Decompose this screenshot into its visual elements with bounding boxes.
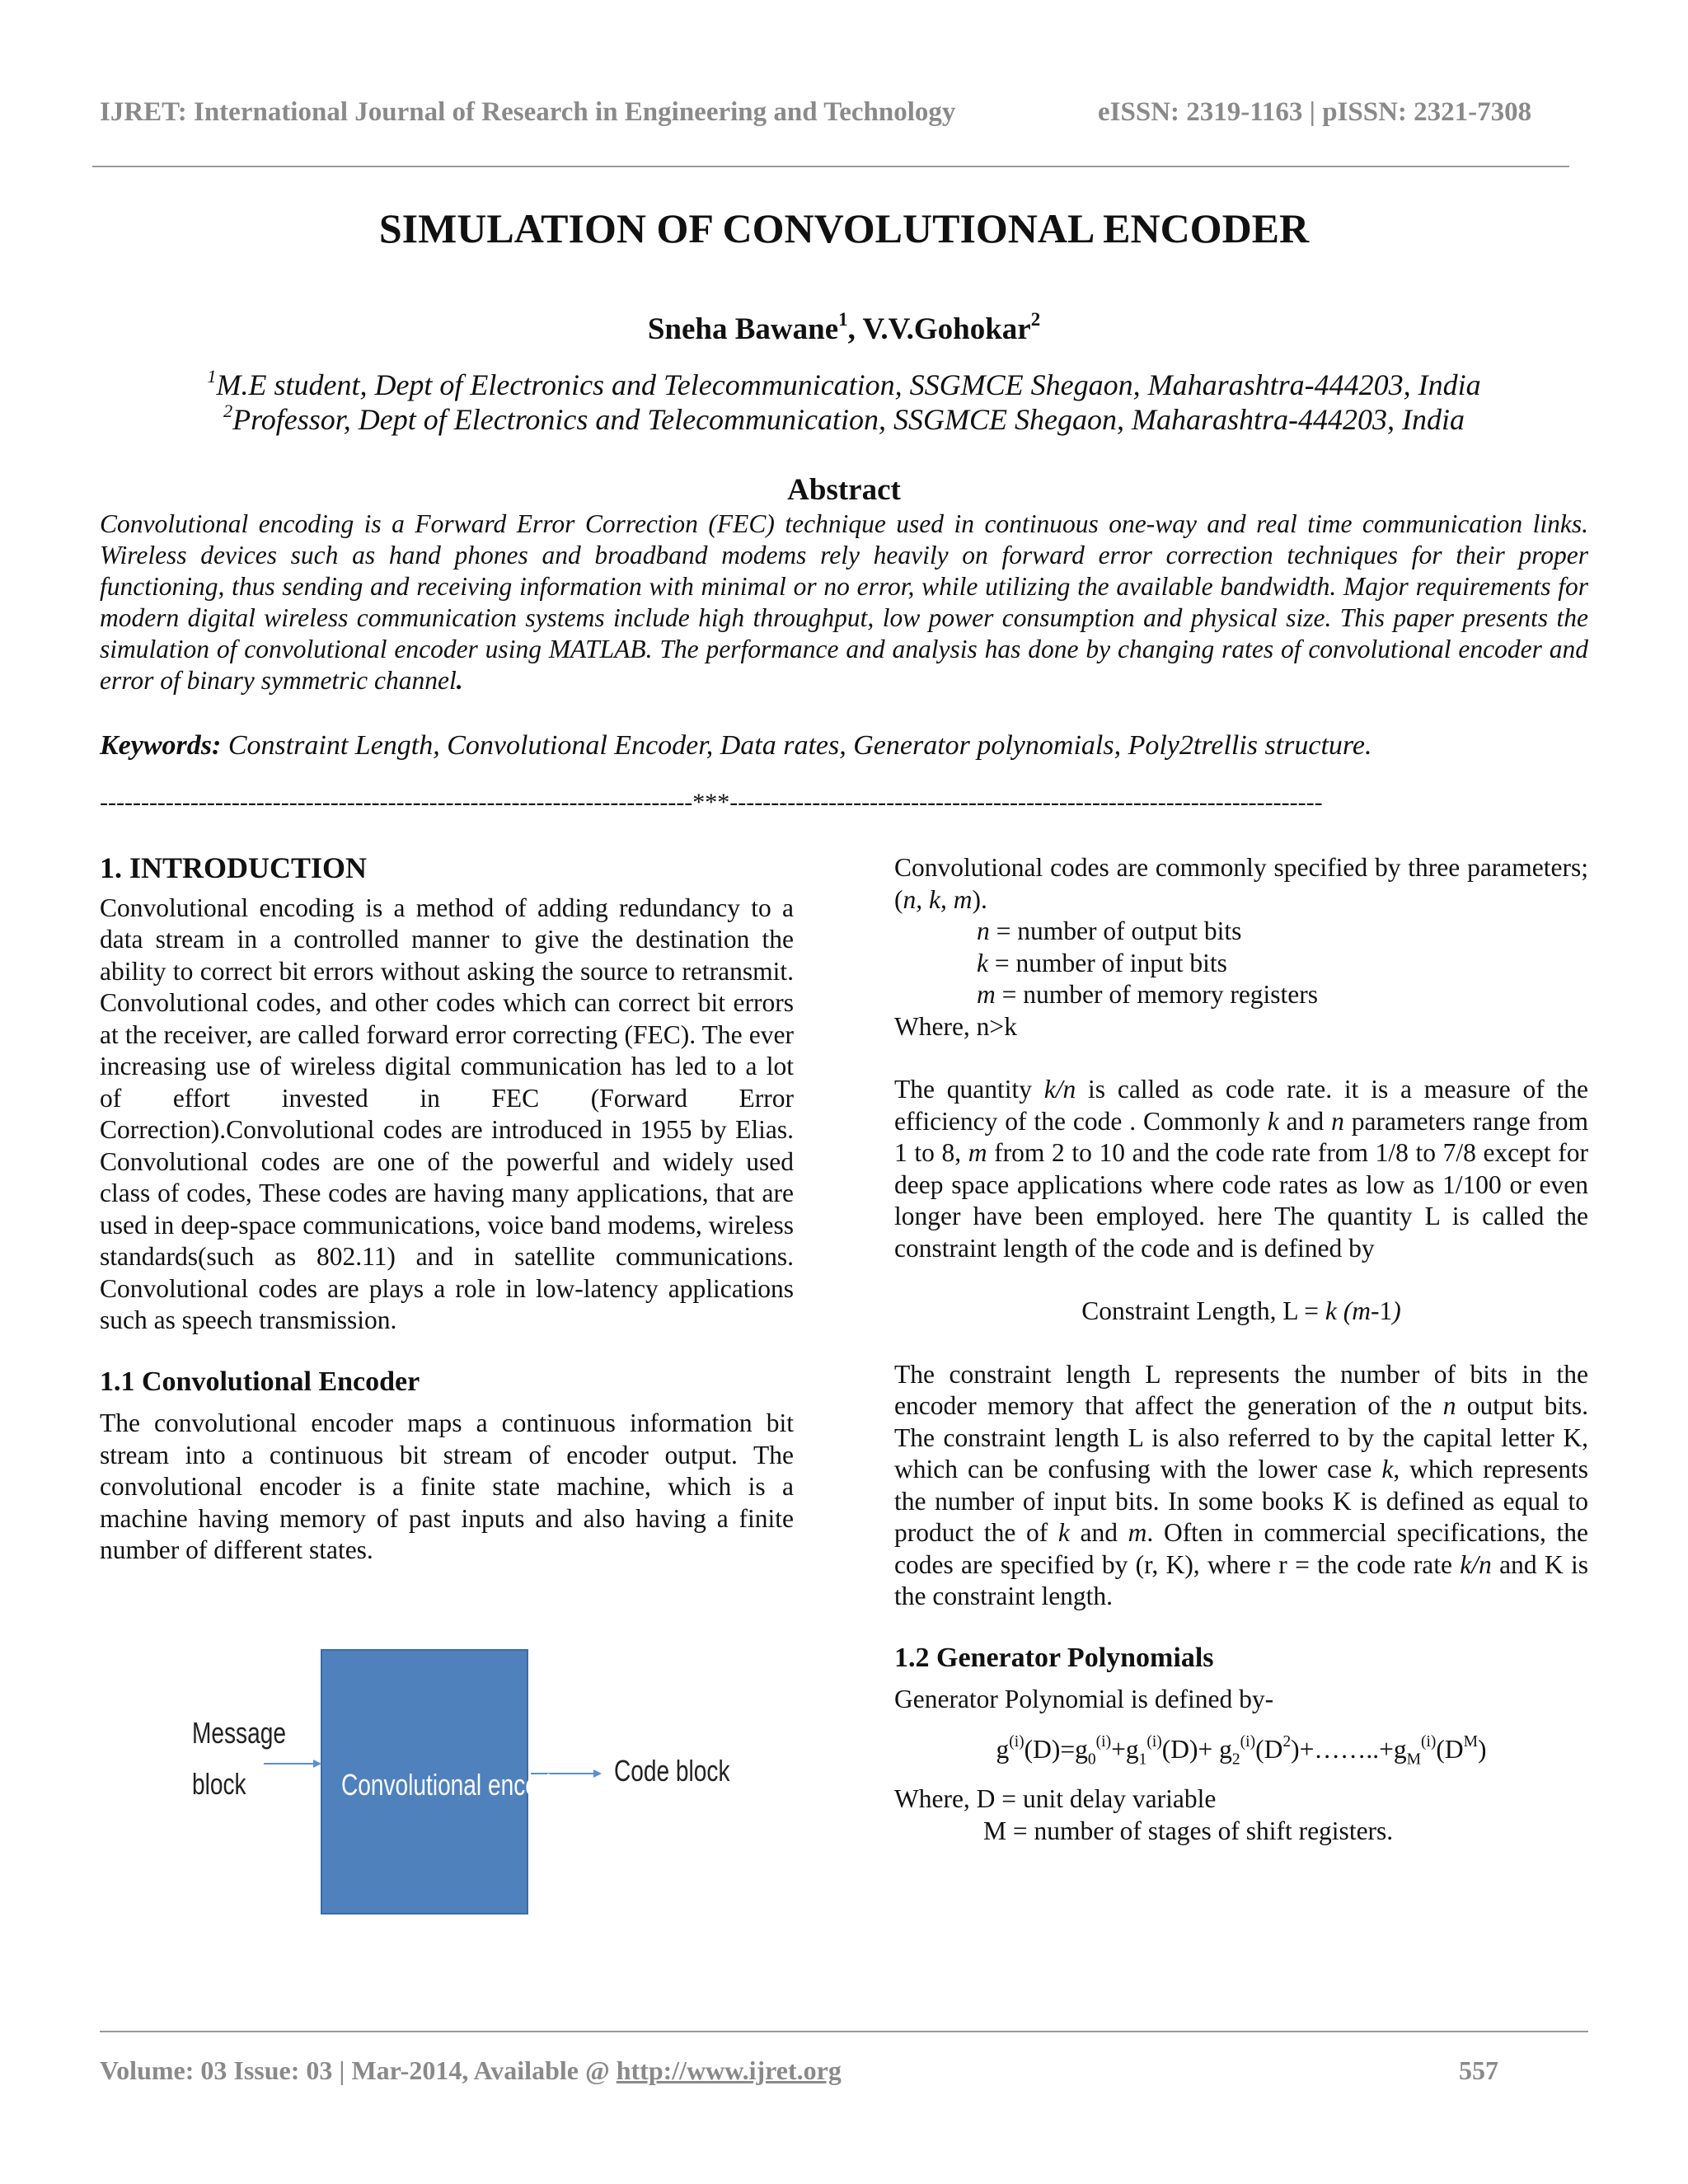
constraint-paragraph bbox=[894, 1359, 1588, 1613]
output-arrow-head bbox=[593, 1769, 602, 1778]
cl-text-4: and bbox=[1069, 1518, 1128, 1547]
param-m-var: m bbox=[977, 980, 996, 1009]
encoder-paragraph: The convolutional encoder maps a continuous information bit stream into a continuous bit stream of encoder output. The convolutional encoder is a finite state machine, which is a machine having memory of past inputs and also having a finite number of different states. bbox=[100, 1408, 794, 1564]
footer-volume bbox=[100, 2055, 842, 2086]
message-label-line1: Message bbox=[192, 1716, 286, 1750]
constraint-equation bbox=[894, 1296, 1588, 1328]
keywords-label: Keywords: bbox=[100, 730, 222, 761]
abstract-text bbox=[100, 509, 1588, 696]
cl-text-3: , which represents the number of input bits. In some books K is defined as equal to product the of bbox=[894, 1455, 1588, 1547]
affiliation-1-text: M.E student, Dept of Electronics and Telecommunication, SSGMCE Shegaon, Maharashtra-444203, India bbox=[216, 368, 1481, 401]
message-block-label bbox=[192, 1708, 286, 1810]
equation-k: k bbox=[1325, 1296, 1337, 1325]
generator-intro: Generator Polynomial is defined by- bbox=[894, 1685, 1274, 1713]
params-vars: n, k, m bbox=[903, 884, 973, 914]
header-rule bbox=[92, 166, 1569, 167]
cl-n: n bbox=[1442, 1391, 1456, 1420]
cl-text-6: and K is the constraint length. bbox=[894, 1549, 1588, 1610]
code-rate-paragraph bbox=[894, 1074, 1588, 1264]
input-arrow-head bbox=[313, 1760, 321, 1768]
generator-heading: 1.2 Generator Polynomials bbox=[894, 1642, 1214, 1673]
generator-where-1: Where, D = unit delay variable bbox=[894, 1784, 1217, 1813]
cl-kn: k/n bbox=[1460, 1549, 1492, 1579]
abstract-heading: Abstract bbox=[787, 473, 901, 507]
cl-m: m bbox=[1128, 1518, 1147, 1547]
params-paragraph bbox=[894, 852, 1588, 916]
code-block-label: Code block bbox=[614, 1754, 730, 1788]
affiliation-2-text: Professor, Dept of Electronics and Telecommunication, SSGMCE Shegaon, Maharashtra-444203, India bbox=[232, 403, 1465, 436]
param-k bbox=[894, 948, 1588, 980]
rate-text-1: The quantity bbox=[894, 1075, 1044, 1104]
rate-m: m bbox=[968, 1138, 987, 1167]
cl-text-1: The constraint length L represents the number of bits in the encoder memory that affect the generation of the bbox=[894, 1359, 1588, 1420]
cl-text-5: . Often in commercial specifications, the codes are specified by (r, K), where r = the code rate bbox=[894, 1518, 1588, 1579]
param-k-def: = number of input bits bbox=[987, 948, 1227, 977]
param-m-def: = number of memory registers bbox=[995, 980, 1319, 1009]
section-separator: ------------------------------------------------------------------------***------------------------------------------------------------------------ bbox=[100, 789, 1323, 816]
footer-url-link[interactable]: http://www.ijret.org bbox=[616, 2055, 842, 2085]
encoder-box-label: Convolutional encoder bbox=[341, 1768, 572, 1802]
right-column bbox=[894, 852, 1588, 1847]
equation-close: ) bbox=[1392, 1296, 1401, 1325]
rate-text-4: parameters range from 1 to 8, bbox=[894, 1106, 1589, 1167]
keywords-text: Constraint Length, Convolutional Encoder, Data rates, Generator polynomials, Poly2trellis structure. bbox=[221, 730, 1372, 761]
rate-text-3: and bbox=[1278, 1106, 1332, 1136]
rate-k: k bbox=[1267, 1106, 1279, 1136]
rate-text-2: is called as code rate. it is a measure of the efficiency of the code . Commonly bbox=[894, 1075, 1588, 1136]
equation-m: m bbox=[1352, 1296, 1372, 1325]
param-m bbox=[894, 979, 1588, 1011]
equation-open: ( bbox=[1336, 1296, 1353, 1325]
footer-rule bbox=[100, 2031, 1588, 2032]
affiliation-2-sup: 2 bbox=[223, 400, 233, 421]
abstract-end: . bbox=[456, 666, 463, 695]
cl-text-2: output bits. The constraint length L is also referred to by the capital letter K, which can be confusing with the lower case bbox=[894, 1391, 1589, 1483]
issn-info: eISSN: 2319-1163 | pISSN: 2321-7308 bbox=[1098, 97, 1532, 127]
affiliation-2 bbox=[0, 402, 1688, 437]
intro-heading: 1. INTRODUCTION bbox=[100, 851, 368, 884]
param-n-def: = number of output bits bbox=[989, 916, 1242, 945]
rate-n: n bbox=[1331, 1106, 1344, 1136]
paper-title: SIMULATION OF CONVOLUTIONAL ENCODER bbox=[378, 205, 1310, 251]
author-separator: , bbox=[847, 312, 863, 346]
journal-name: IJRET: International Journal of Research in Engineering and Technology bbox=[100, 97, 956, 127]
cl-k: k bbox=[1381, 1455, 1394, 1483]
equation-label: Constraint Length, L = bbox=[1081, 1296, 1325, 1325]
param-n-var: n bbox=[977, 916, 990, 945]
footer-volume-text: Volume: 03 Issue: 03 | Mar-2014, Available @ bbox=[100, 2055, 617, 2085]
intro-paragraph: Convolutional encoding is a method of adding redundancy to a data stream in a controlled manner to give the destination the ability to correct bit errors without asking the source to retransmit. Convolutional codes, and other codes which can correct bit errors at the receiver, are called forward error correcting (FEC). The ever increasing use of wireless digital communication has led to a lot of effort invested in FEC (Forward Error Correction).Convolutional codes are introduced in 1955 by Elias. Convolutional codes are one of the powerful and widely used class of codes, These codes are having many applications, that are used in deep-space communications, voice band modems, wireless standards(such as 802.11) and in satellite communications. Convolutional codes are plays a role in low-latency applications such as speech transmission. bbox=[100, 893, 794, 1334]
where-condition: Where, n>k bbox=[894, 1011, 1017, 1041]
page-number: 557 bbox=[1459, 2055, 1498, 2085]
left-column bbox=[100, 852, 794, 1567]
generator-where-2: M = number of stages of shift registers. bbox=[983, 1816, 1394, 1845]
message-label-line2: block bbox=[192, 1767, 246, 1801]
keywords bbox=[100, 730, 1588, 762]
param-n bbox=[894, 916, 1588, 948]
params-close: ). bbox=[972, 884, 987, 914]
author-1: Sneha Bawane bbox=[647, 312, 839, 346]
cl-k2: k bbox=[1057, 1518, 1070, 1547]
abstract-body: Convolutional encoding is a Forward Error Correction (FEC) technique used in continuous one-way and real time communication links. Wireless devices such as hand phones and broadband modems rely heavily on forward error correction techniques for their proper functioning, thus sending and receiving information with minimal or no error, while utilizing the available bandwidth. Major requirements for modern digital wireless communication systems include high throughput, low power consumption and physical size. This paper presents the simulation of convolutional encoder using MATLAB. The performance and analysis has done by changing rates of convolutional encoder and error of binary symmetric channel bbox=[100, 509, 1588, 695]
authors bbox=[0, 309, 1688, 347]
author-2-sup: 2 bbox=[1030, 309, 1041, 330]
affiliation-1-sup: 1 bbox=[207, 365, 217, 387]
param-k-var: k bbox=[977, 948, 988, 977]
params-intro: Convolutional codes are commonly specified by three parameters; ( bbox=[894, 853, 1588, 914]
generator-equation: $g^{(i)}(D)=g_0^{(i)}+g_1^{(i)}(D)+$ $g_2^{(i)}(D^2)+\dots\dots..+g_M^{(i)}(D^M)$ bbox=[996, 1733, 1487, 1768]
affiliation-1 bbox=[0, 365, 1688, 402]
author-1-sup: 1 bbox=[838, 309, 848, 330]
encoder-heading: 1.1 Convolutional Encoder bbox=[100, 1366, 420, 1397]
equation-rest: -1 bbox=[1371, 1296, 1393, 1325]
rate-kn: k/n bbox=[1043, 1075, 1076, 1104]
author-2: V.V.Gohokar bbox=[862, 312, 1031, 346]
rate-text-5: from 2 to 10 and the code rate from 1/8 to 7/8 except for deep space applications where code rates as low as 1/100 or even longer have been employed. here The quantity L is called the constraint length of the code and is defined by bbox=[894, 1138, 1588, 1263]
